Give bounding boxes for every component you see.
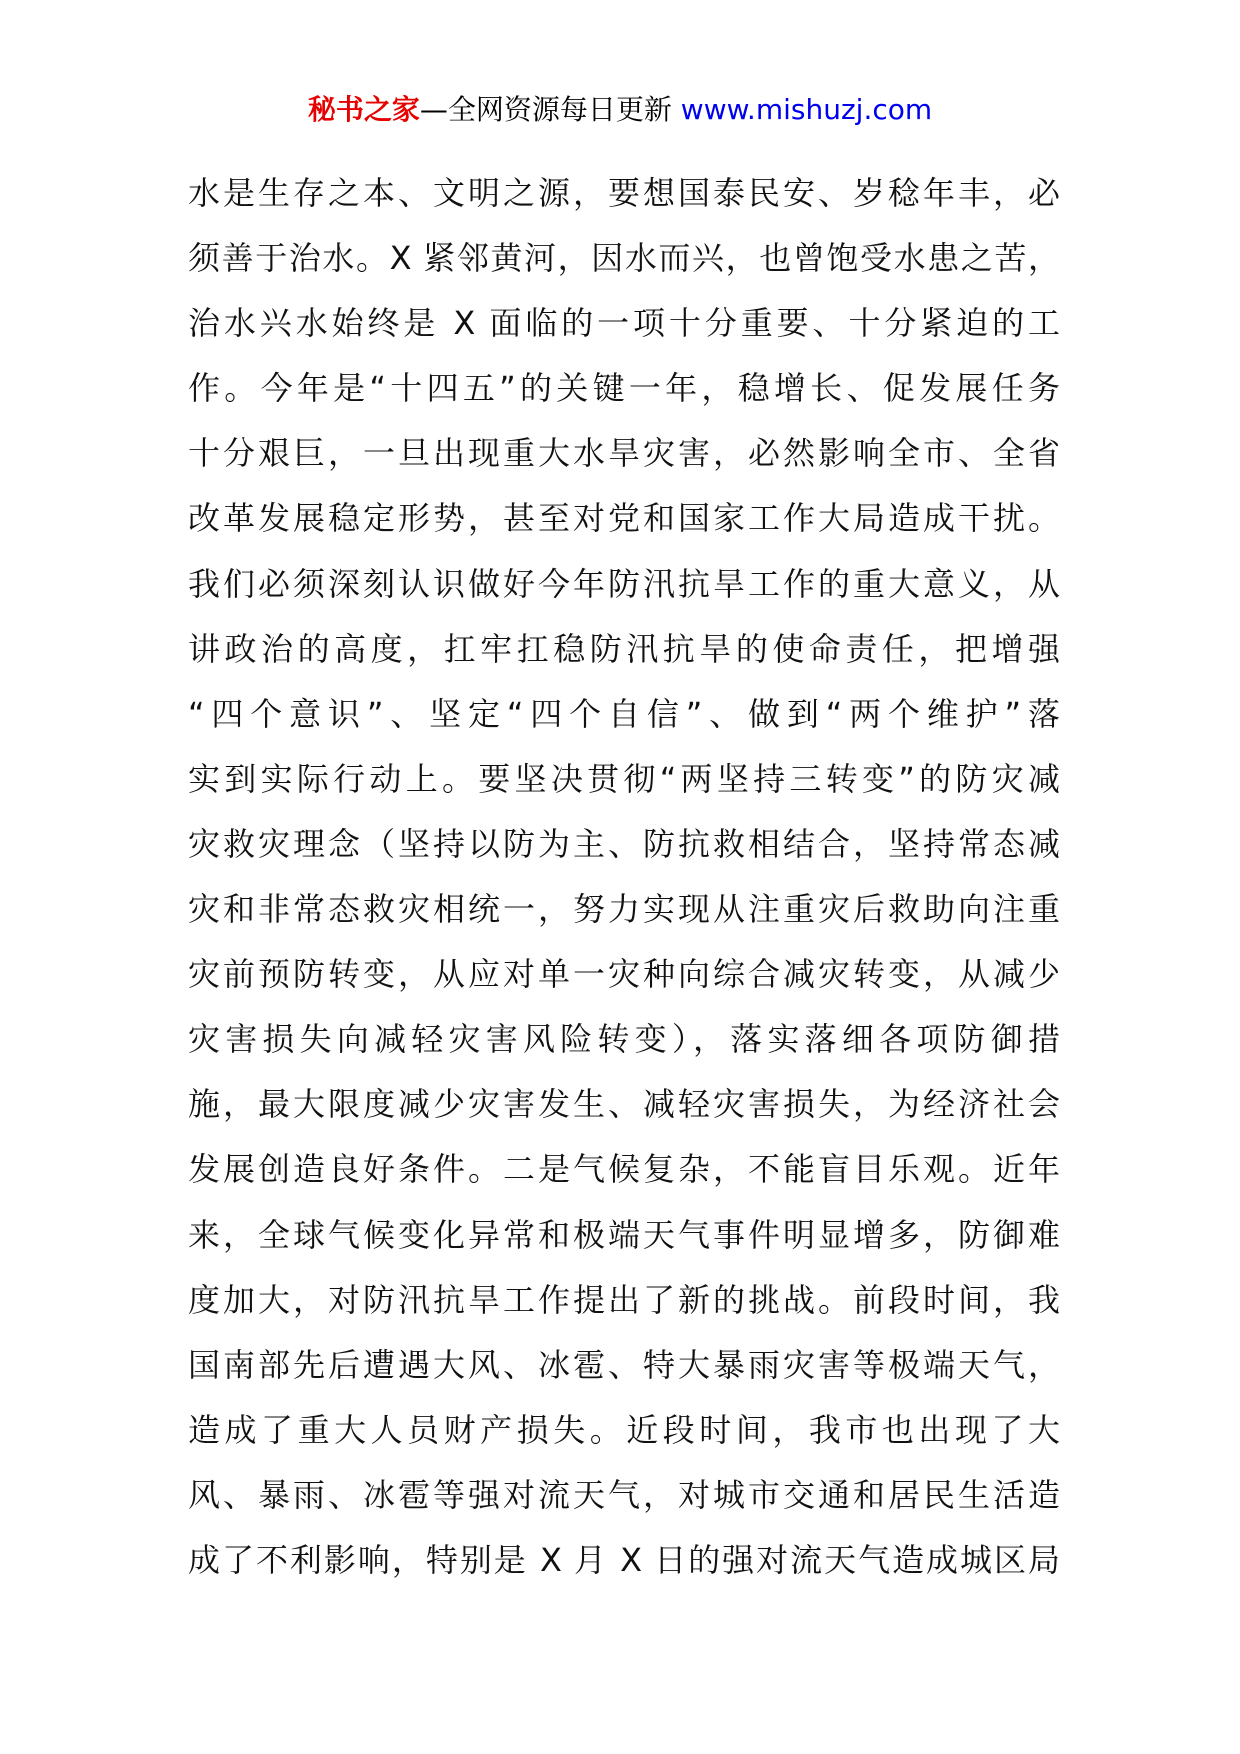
site-tagline: —全网资源每日更新 — [419, 93, 672, 126]
site-brand: 秘书之家 — [307, 93, 420, 126]
text-line: 我们必须深刻认识做好今年防汛抗旱工作的重大意义，从 — [188, 564, 1060, 603]
text-line: 度加大，对防汛抗旱工作提出了新的挑战。前段时间，我 — [188, 1280, 1060, 1319]
text-line: 灾前预防转变，从应对单一灾种向综合减灾转变，从减少 — [188, 955, 1060, 994]
text-line: 发展创造良好条件。二是气候复杂，不能盲目乐观。近年 — [188, 1150, 1060, 1189]
text-line: 风、暴雨、冰雹等强对流天气，对城市交通和居民生活造 — [188, 1475, 1060, 1514]
site-header — [0, 90, 1240, 130]
text-line: 须善于治水。X 紧邻黄河，因水而兴，也曾饱受水患之苦， — [188, 239, 1060, 278]
text-line: 十分艰巨，一旦出现重大水旱灾害，必然影响全市、全省 — [188, 434, 1060, 473]
text-line: 讲政治的高度，扛牢扛稳防汛抗旱的使命责任，把增强 — [188, 629, 1060, 668]
document-body — [188, 161, 1060, 1593]
text-line: 灾和非常态救灾相统一，努力实现从注重灾后救助向注重 — [188, 890, 1060, 929]
text-line: 水是生存之本、文明之源，要想国泰民安、岁稔年丰，必 — [188, 174, 1060, 212]
text-line: 国南部先后遭遇大风、冰雹、特大暴雨灾害等极端天气， — [188, 1345, 1060, 1384]
site-url-link[interactable]: www.mishuzj.com — [680, 93, 933, 126]
text-line: 治水兴水始终是 X 面临的一项十分重要、十分紧迫的工 — [188, 304, 1060, 343]
text-line: 灾害损失向减轻灾害风险转变），落实落细各项防御措 — [188, 1020, 1060, 1059]
text-line: 灾救灾理念（坚持以防为主、防抗救相结合，坚持常态减 — [188, 824, 1060, 863]
text-line: 来，全球气候变化异常和极端天气事件明显增多，防御难 — [188, 1215, 1060, 1254]
text-line: “四个意识”、坚定“四个自信”、做到“两个维护”落 — [188, 694, 1060, 733]
text-line: 施，最大限度减少灾害发生、减轻灾害损失，为经济社会 — [188, 1085, 1060, 1124]
text-line: 改革发展稳定形势，甚至对党和国家工作大局造成干扰。 — [188, 499, 1060, 538]
text-line: 造成了重大人员财产损失。近段时间，我市也出现了大 — [188, 1410, 1060, 1449]
text-line: 成了不利影响，特别是 X 月 X 日的强对流天气造成城区局 — [188, 1540, 1060, 1579]
text-line: 作。今年是“十四五”的关键一年，稳增长、促发展任务 — [188, 369, 1060, 408]
text-line: 实到实际行动上。要坚决贯彻“两坚持三转变”的防灾减 — [188, 759, 1060, 798]
